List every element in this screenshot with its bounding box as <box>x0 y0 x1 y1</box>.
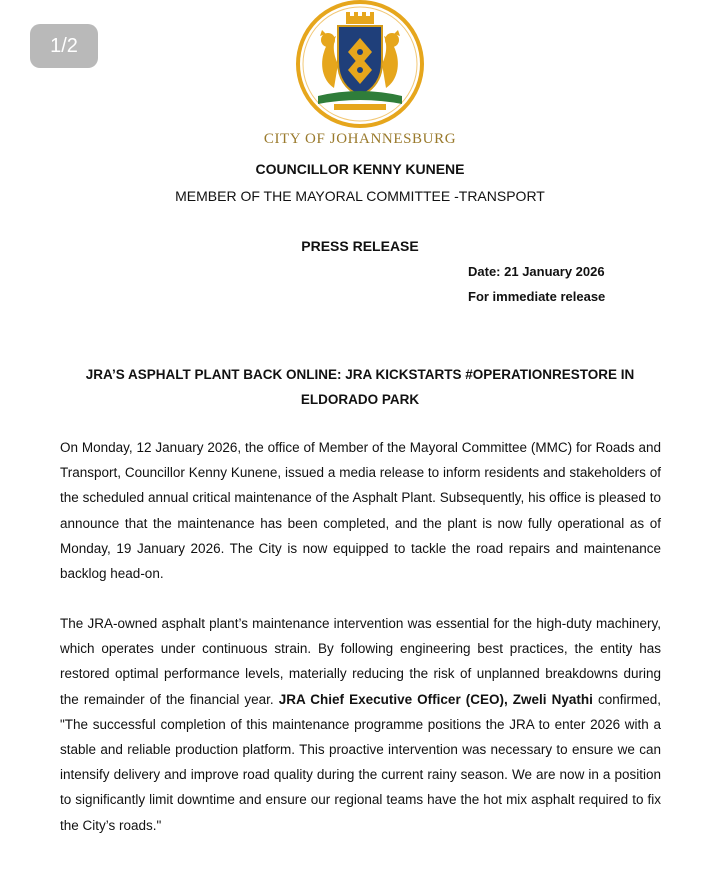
page-indicator: 1/2 <box>30 24 98 68</box>
city-crest-logo <box>294 0 426 132</box>
body-paragraph-2 <box>60 611 661 838</box>
city-name: CITY OF JOHANNESBURG <box>263 131 457 147</box>
councillor-role: MEMBER OF THE MAYORAL COMMITTEE -TRANSPORT <box>175 188 545 204</box>
councillor-name: COUNCILLOR KENNY KUNENE <box>255 161 465 177</box>
body-paragraph-1: On Monday, 12 January 2026, the office of Member of the Mayoral Committee (MMC) for Roads and Transport, Councillor Kenny Kunene, issued a media release to inform residents and stakeholders of the scheduled annual critical maintenance of the Asphalt Plant. Subsequently, his office is pleased to announce that the maintenance has been completed, and the plant is now fully operational as of Monday, 19 January 2026. The City is now equipped to tackle the road repairs and maintenance backlog head-on. <box>60 440 661 582</box>
headline: JRA’S ASPHALT PLANT BACK ONLINE: JRA KICKSTARTS #OPERATIONRESTORE IN ELDORADO PARK <box>85 367 635 407</box>
ceo-attribution: JRA Chief Executive Officer (CEO), Zweli Nyathi <box>278 691 593 707</box>
document-type: PRESS RELEASE <box>301 238 419 254</box>
paragraph-2-intro: The JRA-owned asphalt plant’s maintenance intervention was essential for the high-duty machinery, which operates under continuous strain. By following engineering best practices, the entity has restored optimal performance levels, materially reducing the risk of unplanned breakdowns during the remainder of the financial year. <box>60 616 661 707</box>
ceo-quote: confirmed, "The successful completion of this maintenance programme positions the JRA to enter 2026 with a stable and reliable production platform. This proactive intervention was necessary to ensure we can intensify delivery and improve road quality during the current rainy season. We are now in a position to significantly limit downtime and ensure our regional teams have the hot mix asphalt required to fix the City’s roads." <box>60 691 661 833</box>
release-date: Date: 21 January 2026 <box>468 264 605 279</box>
release-note: For immediate release <box>468 289 606 304</box>
